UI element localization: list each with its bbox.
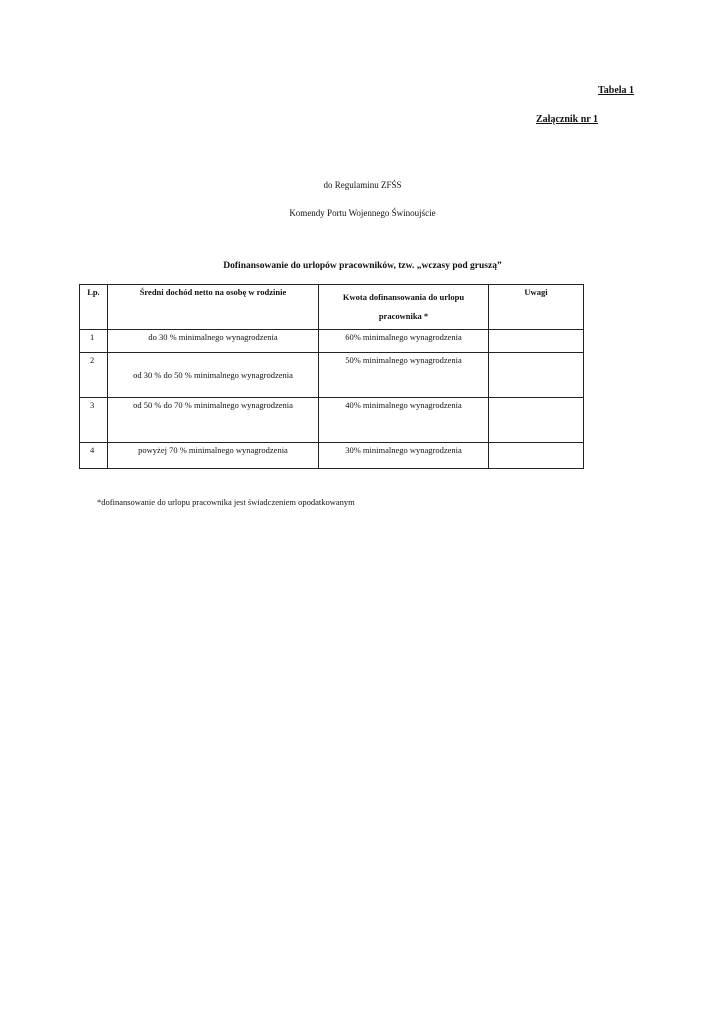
column-header-notes: Uwagi [489, 285, 584, 330]
table-row [80, 330, 584, 353]
regulation-reference: do Regulaminu ZFŚS [323, 180, 402, 190]
institution-name: Komendy Portu Wojennego Świnoujście [289, 208, 436, 218]
row-amount: 50% minimalnego wynagrodzenia [319, 353, 489, 398]
table-row [80, 353, 584, 398]
row-lp: 4 [80, 443, 108, 469]
table-number-label: Tabela 1 [598, 85, 635, 96]
row-notes [489, 398, 584, 443]
table-title: Dofinansowanie do urlopów pracowników, tzw. „wczasy pod gruszą” [223, 261, 502, 271]
row-lp: 2 [80, 353, 108, 398]
attachment-label: Załącznik nr 1 [536, 114, 599, 125]
column-header-amount: Kwota dofinansowania do urlopu pracownika * [319, 285, 489, 330]
row-notes [489, 353, 584, 398]
row-amount: 60% minimalnego wynagrodzenia [319, 330, 489, 353]
table-header-row [80, 285, 584, 330]
row-income: od 50 % do 70 % minimalnego wynagrodzenia [108, 398, 319, 443]
row-amount: 30% minimalnego wynagrodzenia [319, 443, 489, 469]
column-header-lp: Lp. [80, 285, 108, 330]
table-row [80, 398, 584, 443]
table-row [80, 443, 584, 469]
row-income: od 30 % do 50 % minimalnego wynagrodzenia [108, 353, 319, 398]
row-notes [489, 443, 584, 469]
row-lp: 1 [80, 330, 108, 353]
row-lp: 3 [80, 398, 108, 443]
row-income: do 30 % minimalnego wynagrodzenia [108, 330, 319, 353]
column-header-income: Średni dochód netto na osobę w rodzinie [108, 285, 319, 330]
footnote: *dofinansowanie do urlopu pracownika jest świadczeniem opodatkowanym [97, 497, 355, 507]
row-notes [489, 330, 584, 353]
row-amount: 40% minimalnego wynagrodzenia [319, 398, 489, 443]
subsidy-table [79, 284, 584, 469]
row-income: powyżej 70 % minimalnego wynagrodzenia [108, 443, 319, 469]
